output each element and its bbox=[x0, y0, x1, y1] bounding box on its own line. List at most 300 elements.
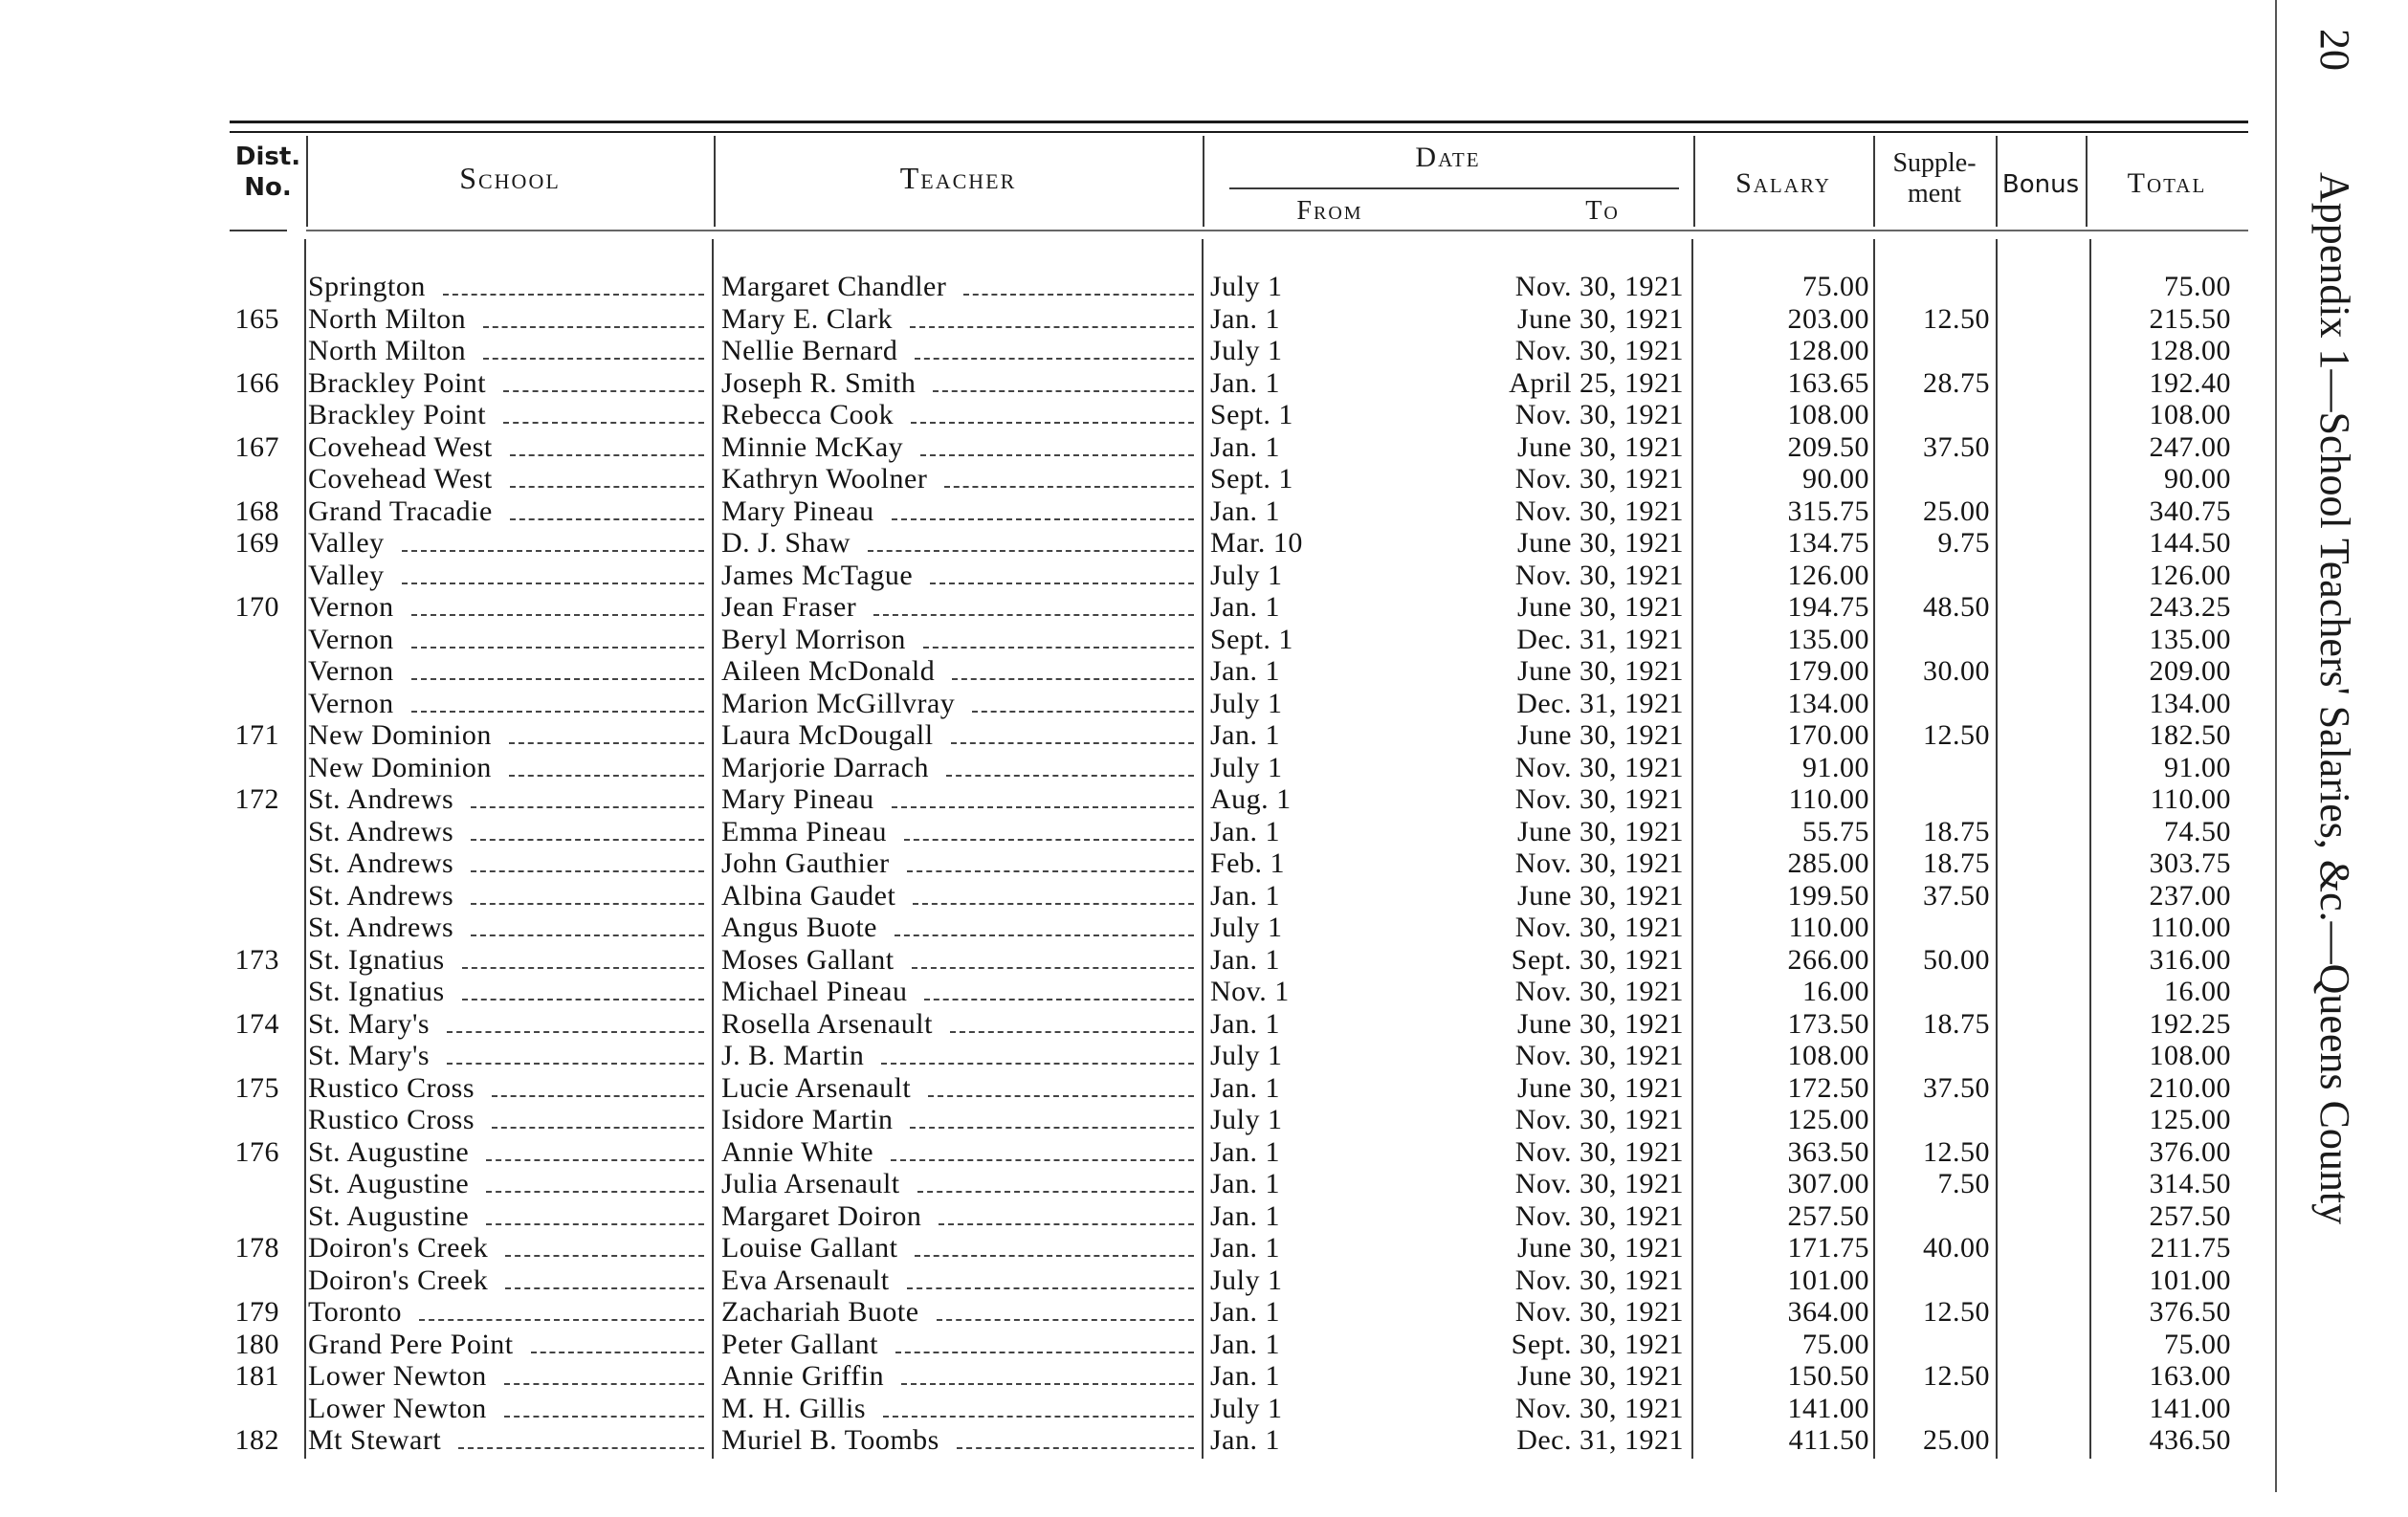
supplement-value: 12.50 bbox=[1923, 1296, 1990, 1328]
dist-no: 174 bbox=[234, 1007, 279, 1040]
salary-value: 364.00 bbox=[1787, 1296, 1869, 1328]
salary-value: 55.75 bbox=[1802, 815, 1869, 847]
dot-leader bbox=[510, 518, 704, 520]
table-row bbox=[0, 1360, 2267, 1393]
teacher-name: Michael Pineau bbox=[721, 976, 908, 1007]
dot-leader bbox=[492, 1127, 704, 1129]
dot-leader bbox=[411, 614, 704, 616]
teacher-name: Louise Gallant bbox=[721, 1232, 898, 1264]
dot-leader bbox=[891, 1159, 1194, 1161]
salary-value: 128.00 bbox=[1787, 335, 1869, 366]
date-to: Nov. 30, 1921 bbox=[1514, 271, 1684, 302]
dot-leader bbox=[972, 711, 1194, 713]
table-row bbox=[0, 624, 2267, 656]
total-value: 110.00 bbox=[2150, 912, 2231, 943]
dist-no: 175 bbox=[234, 1071, 279, 1104]
date-to: Sept. 30, 1921 bbox=[1511, 1328, 1684, 1360]
teacher-name: Kathryn Woolner bbox=[721, 463, 928, 495]
header-total: Total bbox=[2127, 167, 2207, 199]
school-name: Springton bbox=[308, 271, 426, 302]
total-value: 314.50 bbox=[2149, 1168, 2231, 1199]
teacher-name: Angus Buote bbox=[721, 912, 877, 943]
dot-leader bbox=[531, 1352, 704, 1353]
date-from: Jan. 1 bbox=[1210, 1007, 1280, 1040]
table-row bbox=[0, 1296, 2267, 1329]
supplement-value: 48.50 bbox=[1923, 591, 1990, 623]
total-value: 74.50 bbox=[2164, 815, 2231, 847]
table-row bbox=[0, 1104, 2267, 1136]
dot-leader bbox=[471, 806, 704, 808]
supplement-value: 18.75 bbox=[1923, 1007, 1990, 1040]
total-value: 243.25 bbox=[2149, 591, 2231, 623]
dot-leader bbox=[881, 1063, 1194, 1065]
school-name: Vernon bbox=[308, 623, 394, 655]
date-from: Jan. 1 bbox=[1210, 1168, 1280, 1199]
school-name: Mt Stewart bbox=[308, 1424, 442, 1456]
dot-leader bbox=[952, 678, 1194, 680]
table-row bbox=[0, 1136, 2267, 1169]
dot-leader bbox=[492, 1095, 704, 1097]
total-value: 126.00 bbox=[2149, 559, 2231, 591]
supplement-value: 25.00 bbox=[1923, 495, 1990, 527]
teacher-name: Emma Pineau bbox=[721, 815, 887, 847]
dot-leader bbox=[486, 1159, 704, 1161]
dot-leader bbox=[923, 647, 1194, 649]
header-no-label: No. bbox=[244, 173, 292, 202]
date-from: July 1 bbox=[1210, 687, 1283, 719]
date-from: Jan. 1 bbox=[1210, 495, 1280, 527]
table-row bbox=[0, 1424, 2267, 1457]
school-name: St. Andrews bbox=[308, 879, 454, 912]
total-value: 376.50 bbox=[2149, 1296, 2231, 1328]
school-name: St. Mary's bbox=[308, 1007, 431, 1040]
total-value: 209.00 bbox=[2149, 655, 2231, 687]
date-to: June 30, 1921 bbox=[1517, 591, 1684, 623]
date-from: Jan. 1 bbox=[1210, 366, 1280, 399]
date-to: Dec. 31, 1921 bbox=[1516, 687, 1684, 719]
teacher-name: Rosella Arsenault bbox=[721, 1007, 933, 1040]
school-name: New Dominion bbox=[308, 719, 492, 751]
date-to: June 30, 1921 bbox=[1517, 1360, 1684, 1392]
school-name: Toronto bbox=[308, 1296, 403, 1328]
table-row bbox=[0, 976, 2267, 1008]
school-name: Doiron's Creek bbox=[308, 1232, 489, 1264]
table-row bbox=[0, 1393, 2267, 1425]
school-name: Rustico Cross bbox=[308, 1104, 475, 1135]
table-row bbox=[0, 527, 2267, 560]
supplement-value: 37.50 bbox=[1923, 879, 1990, 912]
header-supplement-line2: ment bbox=[1908, 179, 1961, 209]
total-value: 210.00 bbox=[2149, 1071, 2231, 1104]
salary-value: 363.50 bbox=[1787, 1135, 1869, 1168]
table-row bbox=[0, 912, 2267, 944]
dot-leader bbox=[930, 583, 1194, 584]
dot-leader bbox=[917, 1191, 1194, 1193]
teacher-name: Mary E. Clark bbox=[721, 302, 893, 335]
salary-value: 90.00 bbox=[1802, 463, 1869, 495]
table-row bbox=[0, 783, 2267, 816]
header-from: From bbox=[1296, 196, 1363, 226]
teacher-name: Zachariah Buote bbox=[721, 1296, 919, 1328]
table-row bbox=[0, 367, 2267, 400]
table-row bbox=[0, 1329, 2267, 1361]
date-to: Nov. 30, 1921 bbox=[1514, 495, 1684, 527]
date-from: Jan. 1 bbox=[1210, 1071, 1280, 1104]
dot-leader bbox=[471, 903, 704, 905]
supplement-value: 30.00 bbox=[1923, 655, 1990, 687]
dot-leader bbox=[915, 1255, 1194, 1257]
header-dist-label: Dist. bbox=[234, 143, 301, 171]
total-value: 108.00 bbox=[2149, 399, 2231, 430]
dot-leader bbox=[915, 358, 1194, 360]
supplement-value: 28.75 bbox=[1923, 366, 1990, 399]
teacher-name: Julia Arsenault bbox=[721, 1168, 900, 1199]
dot-leader bbox=[486, 1191, 704, 1193]
school-name: Vernon bbox=[308, 655, 394, 687]
dot-leader bbox=[411, 647, 704, 649]
date-from: Jan. 1 bbox=[1210, 1232, 1280, 1264]
dot-leader bbox=[462, 999, 704, 1000]
dot-leader bbox=[402, 550, 704, 552]
date-to: Nov. 30, 1921 bbox=[1514, 1199, 1684, 1232]
salary-value: 126.00 bbox=[1787, 559, 1869, 591]
top-rule-secondary bbox=[230, 131, 2248, 133]
dot-leader bbox=[944, 486, 1194, 488]
supplement-value: 50.00 bbox=[1923, 943, 1990, 976]
school-name: Valley bbox=[308, 559, 385, 591]
dot-leader bbox=[907, 1287, 1194, 1289]
school-name: Vernon bbox=[308, 687, 394, 719]
table-row bbox=[0, 271, 2267, 303]
teacher-name: Peter Gallant bbox=[721, 1328, 878, 1360]
date-from: Jan. 1 bbox=[1210, 943, 1280, 976]
total-value: 340.75 bbox=[2149, 495, 2231, 527]
teacher-name: Moses Gallant bbox=[721, 943, 895, 976]
teacher-name: Aileen McDonald bbox=[721, 655, 936, 687]
teacher-name: James McTague bbox=[721, 559, 914, 591]
school-name: St. Andrews bbox=[308, 783, 454, 815]
dot-leader bbox=[910, 326, 1194, 328]
date-from: July 1 bbox=[1210, 1104, 1283, 1135]
date-to: Nov. 30, 1921 bbox=[1514, 1392, 1684, 1424]
salary-value: 110.00 bbox=[1788, 912, 1869, 943]
page-number: 20 bbox=[2311, 29, 2358, 71]
date-to: Nov. 30, 1921 bbox=[1514, 1104, 1684, 1135]
salary-value: 91.00 bbox=[1802, 751, 1869, 783]
total-value: 16.00 bbox=[2164, 976, 2231, 1007]
dot-leader bbox=[505, 1287, 704, 1289]
dist-no: 166 bbox=[234, 366, 279, 399]
dot-leader bbox=[503, 422, 704, 424]
header-dist bbox=[230, 142, 306, 203]
date-to: June 30, 1921 bbox=[1517, 302, 1684, 335]
teacher-name: D. J. Shaw bbox=[721, 527, 851, 559]
table-row bbox=[0, 719, 2267, 752]
school-name: Lower Newton bbox=[308, 1360, 487, 1392]
date-to: Nov. 30, 1921 bbox=[1514, 399, 1684, 430]
date-to: Nov. 30, 1921 bbox=[1514, 751, 1684, 783]
dot-leader bbox=[928, 1095, 1194, 1097]
salary-value: 135.00 bbox=[1787, 623, 1869, 655]
date-from: Jan. 1 bbox=[1210, 430, 1280, 463]
total-value: 101.00 bbox=[2149, 1264, 2231, 1296]
dist-no: 169 bbox=[234, 527, 279, 559]
salary-value: 134.75 bbox=[1787, 527, 1869, 559]
salary-value: 199.50 bbox=[1787, 879, 1869, 912]
dot-leader bbox=[504, 1416, 704, 1418]
salary-value: 172.50 bbox=[1787, 1071, 1869, 1104]
table-row bbox=[0, 431, 2267, 464]
dot-leader bbox=[946, 775, 1194, 777]
dist-no: 168 bbox=[234, 495, 279, 527]
total-value: 211.75 bbox=[2150, 1232, 2231, 1264]
dot-leader bbox=[939, 1223, 1194, 1225]
date-to: Nov. 30, 1921 bbox=[1514, 976, 1684, 1007]
supplement-value: 18.75 bbox=[1923, 815, 1990, 847]
total-value: 125.00 bbox=[2149, 1104, 2231, 1135]
table-row bbox=[0, 880, 2267, 912]
school-name: North Milton bbox=[308, 302, 467, 335]
table-row bbox=[0, 655, 2267, 688]
salary-value: 101.00 bbox=[1787, 1264, 1869, 1296]
date-to: Sept. 30, 1921 bbox=[1511, 943, 1684, 976]
supplement-value: 12.50 bbox=[1923, 1360, 1990, 1392]
total-value: 128.00 bbox=[2149, 335, 2231, 366]
dist-no: 165 bbox=[234, 302, 279, 335]
date-from: Sept. 1 bbox=[1210, 623, 1293, 655]
dot-leader bbox=[892, 518, 1194, 520]
date-to: June 30, 1921 bbox=[1517, 1071, 1684, 1104]
teacher-name: Laura McDougall bbox=[721, 719, 934, 751]
table-row bbox=[0, 1168, 2267, 1200]
teacher-name: Beryl Morrison bbox=[721, 623, 906, 655]
table-row bbox=[0, 1232, 2267, 1264]
supplement-value: 18.75 bbox=[1923, 847, 1990, 879]
dot-leader bbox=[471, 839, 704, 841]
table-row bbox=[0, 495, 2267, 528]
school-name: St. Andrews bbox=[308, 912, 454, 943]
dist-no: 176 bbox=[234, 1135, 279, 1168]
school-name: St. Andrews bbox=[308, 815, 454, 847]
table-row bbox=[0, 560, 2267, 592]
dist-no: 170 bbox=[234, 591, 279, 623]
date-from: Sept. 1 bbox=[1210, 399, 1293, 430]
date-to: Nov. 30, 1921 bbox=[1514, 335, 1684, 366]
table-row bbox=[0, 847, 2267, 880]
salary-value: 411.50 bbox=[1788, 1424, 1869, 1456]
dist-no: 178 bbox=[234, 1232, 279, 1264]
dot-leader bbox=[471, 870, 704, 872]
dot-leader bbox=[411, 678, 704, 680]
school-name: Doiron's Creek bbox=[308, 1264, 489, 1296]
date-from: July 1 bbox=[1210, 912, 1283, 943]
total-value: 135.00 bbox=[2149, 623, 2231, 655]
total-value: 91.00 bbox=[2164, 751, 2231, 783]
dot-leader bbox=[892, 806, 1194, 808]
teacher-name: Eva Arsenault bbox=[721, 1264, 890, 1296]
salary-value: 125.00 bbox=[1787, 1104, 1869, 1135]
teacher-name: Muriel B. Toombs bbox=[721, 1424, 939, 1456]
teacher-name: Nellie Bernard bbox=[721, 335, 898, 366]
supplement-value: 12.50 bbox=[1923, 302, 1990, 335]
table-row bbox=[0, 816, 2267, 848]
school-name: St. Augustine bbox=[308, 1199, 470, 1232]
dot-leader bbox=[904, 839, 1194, 841]
table-row bbox=[0, 303, 2267, 336]
salary-value: 266.00 bbox=[1787, 943, 1869, 976]
school-name: St. Ignatius bbox=[308, 976, 445, 1007]
date-subheader-rule bbox=[1229, 187, 1679, 189]
table-row bbox=[0, 1200, 2267, 1233]
table-row bbox=[0, 1264, 2267, 1297]
dot-leader bbox=[951, 742, 1194, 744]
date-from: Feb. 1 bbox=[1210, 847, 1285, 879]
total-value: 110.00 bbox=[2150, 783, 2231, 815]
dot-leader bbox=[443, 294, 704, 296]
total-value: 237.00 bbox=[2149, 879, 2231, 912]
dot-leader bbox=[509, 742, 704, 744]
dot-leader bbox=[895, 934, 1194, 936]
dist-no: 181 bbox=[234, 1360, 279, 1392]
top-rule bbox=[230, 121, 2248, 123]
date-from: Jan. 1 bbox=[1210, 1328, 1280, 1360]
salary-value: 75.00 bbox=[1802, 271, 1869, 302]
salary-value: 150.50 bbox=[1787, 1360, 1869, 1392]
school-name: Grand Tracadie bbox=[308, 495, 493, 527]
salary-value: 315.75 bbox=[1787, 495, 1869, 527]
school-name: Covehead West bbox=[308, 430, 493, 463]
school-name: St. Ignatius bbox=[308, 943, 445, 976]
teacher-name: Jean Fraser bbox=[721, 591, 857, 623]
dot-leader bbox=[911, 422, 1194, 424]
teacher-name: Joseph R. Smith bbox=[721, 366, 917, 399]
dot-leader bbox=[873, 614, 1194, 616]
teacher-name: Annie White bbox=[721, 1135, 874, 1168]
header-supplement bbox=[1873, 148, 1996, 209]
supplement-value: 7.50 bbox=[1937, 1168, 1990, 1199]
header-salary: Salary bbox=[1735, 167, 1831, 199]
dot-leader bbox=[910, 1127, 1194, 1129]
dist-no: 180 bbox=[234, 1328, 279, 1360]
table-row bbox=[0, 688, 2267, 720]
date-from: Jan. 1 bbox=[1210, 879, 1280, 912]
total-value: 303.75 bbox=[2149, 847, 2231, 879]
table-row bbox=[0, 399, 2267, 431]
table-row bbox=[0, 752, 2267, 784]
date-to: June 30, 1921 bbox=[1517, 1007, 1684, 1040]
dot-leader bbox=[920, 454, 1194, 456]
date-from: Jan. 1 bbox=[1210, 1135, 1280, 1168]
teacher-name: J. B. Martin bbox=[721, 1040, 865, 1071]
salary-value: 179.00 bbox=[1787, 655, 1869, 687]
header-teacher: Teacher bbox=[899, 161, 1017, 195]
school-name: Covehead West bbox=[308, 463, 493, 495]
dot-leader bbox=[510, 486, 704, 488]
salary-value: 194.75 bbox=[1787, 591, 1869, 623]
salary-value: 108.00 bbox=[1787, 1040, 1869, 1071]
teacher-name: Annie Griffin bbox=[721, 1360, 885, 1392]
date-from: July 1 bbox=[1210, 335, 1283, 366]
salary-value: 170.00 bbox=[1787, 719, 1869, 751]
school-name: North Milton bbox=[308, 335, 467, 366]
header-bottom-rule bbox=[306, 230, 2248, 231]
school-name: St. Augustine bbox=[308, 1168, 470, 1199]
school-name: Lower Newton bbox=[308, 1392, 487, 1424]
dot-leader bbox=[504, 1383, 704, 1385]
dot-leader bbox=[486, 1223, 704, 1225]
date-from: Mar. 10 bbox=[1210, 527, 1303, 559]
date-from: July 1 bbox=[1210, 271, 1283, 302]
dot-leader bbox=[933, 390, 1194, 392]
school-name: St. Mary's bbox=[308, 1040, 431, 1071]
teacher-name: Lucie Arsenault bbox=[721, 1071, 912, 1104]
table-row bbox=[0, 335, 2267, 367]
dist-no: 182 bbox=[234, 1424, 279, 1456]
total-value: 163.00 bbox=[2149, 1360, 2231, 1392]
total-value: 182.50 bbox=[2149, 719, 2231, 751]
date-to: Nov. 30, 1921 bbox=[1514, 847, 1684, 879]
total-value: 436.50 bbox=[2149, 1424, 2231, 1456]
total-value: 376.00 bbox=[2149, 1135, 2231, 1168]
teacher-name: Margaret Doiron bbox=[721, 1199, 922, 1232]
salary-value: 285.00 bbox=[1787, 847, 1869, 879]
table-row bbox=[0, 944, 2267, 977]
salary-value: 16.00 bbox=[1802, 976, 1869, 1007]
school-name: Rustico Cross bbox=[308, 1071, 475, 1104]
teacher-name: John Gauthier bbox=[721, 847, 890, 879]
teacher-name: Mary Pineau bbox=[721, 783, 874, 815]
dot-leader bbox=[402, 583, 704, 584]
dot-leader bbox=[419, 1319, 704, 1321]
dot-leader bbox=[913, 903, 1194, 905]
teacher-name: Isidore Martin bbox=[721, 1104, 894, 1135]
header-bonus: Bonus bbox=[2001, 170, 2080, 199]
header-date: Date bbox=[1415, 142, 1481, 173]
supplement-value: 37.50 bbox=[1923, 1071, 1990, 1104]
total-value: 192.40 bbox=[2149, 366, 2231, 399]
school-name: New Dominion bbox=[308, 751, 492, 783]
dot-leader bbox=[937, 1319, 1194, 1321]
date-from: Jan. 1 bbox=[1210, 719, 1280, 751]
total-value: 134.00 bbox=[2149, 687, 2231, 719]
dot-leader bbox=[505, 1255, 704, 1257]
date-to: Dec. 31, 1921 bbox=[1516, 1424, 1684, 1456]
total-value: 75.00 bbox=[2164, 1328, 2231, 1360]
dot-leader bbox=[510, 454, 704, 456]
school-name: St. Augustine bbox=[308, 1135, 470, 1168]
dot-leader bbox=[868, 550, 1194, 552]
salary-value: 141.00 bbox=[1787, 1392, 1869, 1424]
teacher-name: Minnie McKay bbox=[721, 430, 904, 463]
dist-no: 171 bbox=[234, 719, 279, 751]
supplement-value: 37.50 bbox=[1923, 430, 1990, 463]
date-to: June 30, 1921 bbox=[1517, 430, 1684, 463]
salary-value: 171.75 bbox=[1787, 1232, 1869, 1264]
salary-value: 110.00 bbox=[1788, 783, 1869, 815]
date-to: Nov. 30, 1921 bbox=[1514, 1264, 1684, 1296]
date-to: Dec. 31, 1921 bbox=[1516, 623, 1684, 655]
page-right-border bbox=[2275, 0, 2277, 1492]
salary-value: 209.50 bbox=[1787, 430, 1869, 463]
school-name: St. Andrews bbox=[308, 847, 454, 879]
date-from: July 1 bbox=[1210, 1040, 1283, 1071]
date-to: Nov. 30, 1921 bbox=[1514, 559, 1684, 591]
dot-leader bbox=[901, 1383, 1194, 1385]
supplement-value: 12.50 bbox=[1923, 719, 1990, 751]
date-from: Jan. 1 bbox=[1210, 655, 1280, 687]
table-row bbox=[0, 463, 2267, 495]
total-value: 215.50 bbox=[2149, 302, 2231, 335]
